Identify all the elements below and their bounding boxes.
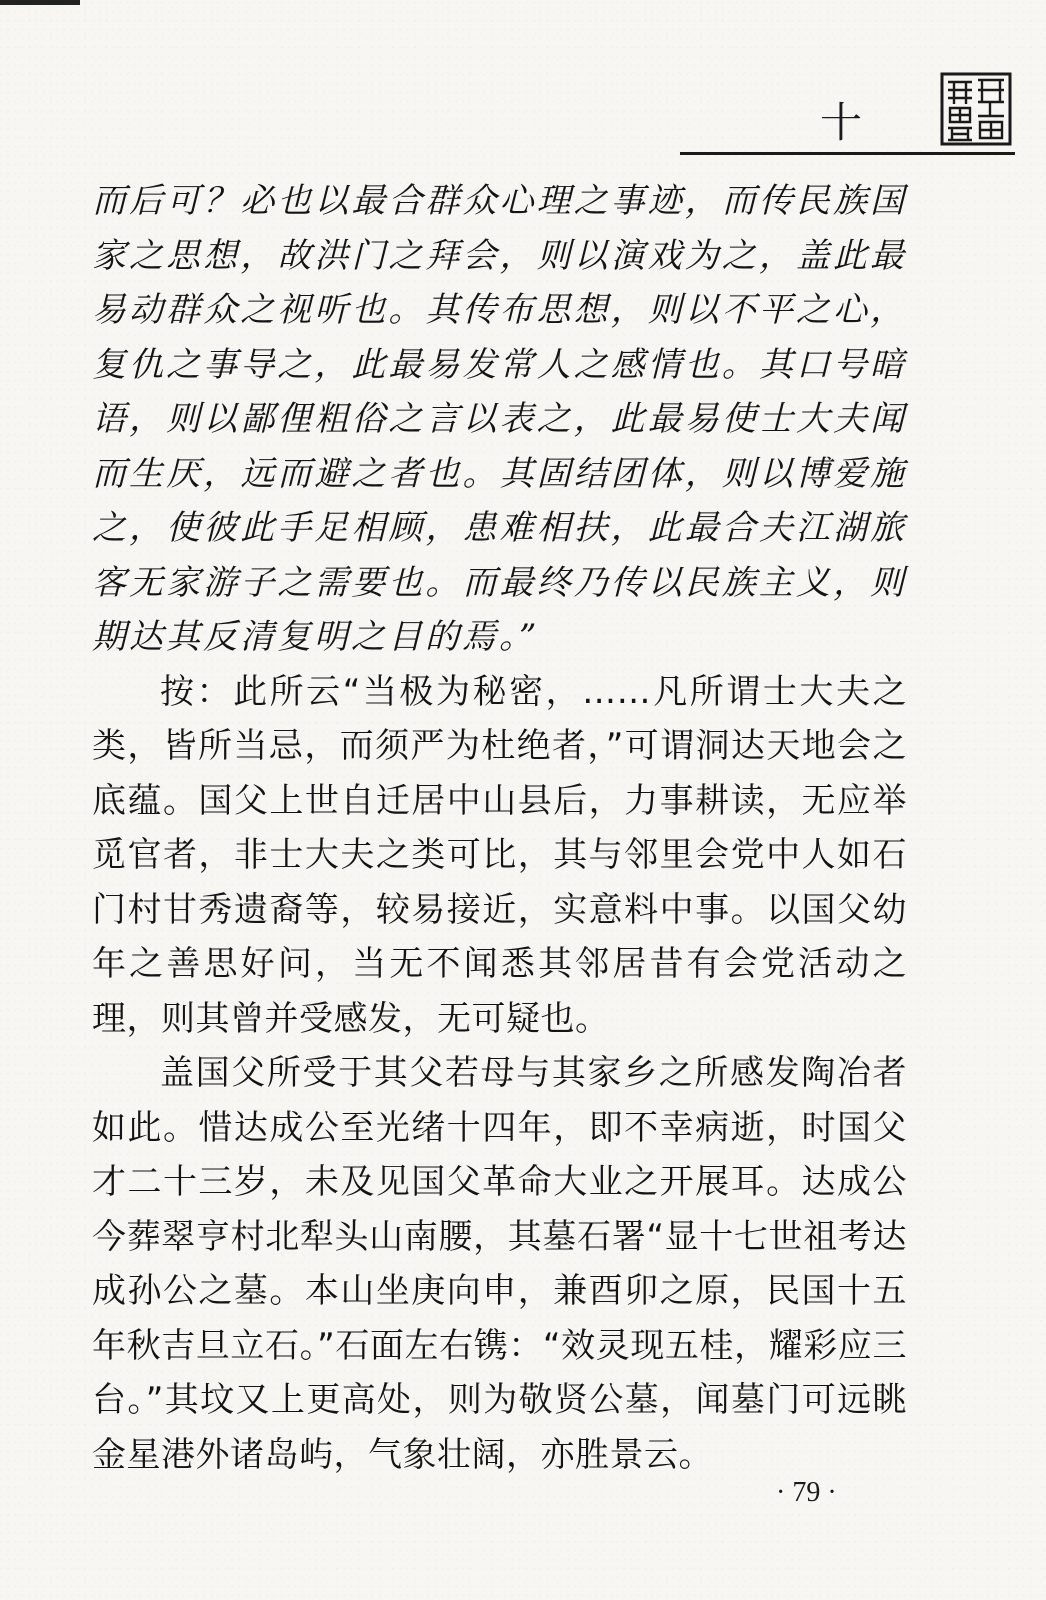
scan-edge-mark [0, 0, 80, 5]
page-number: · 79 · [776, 1477, 837, 1508]
quoted-passage: 而后可？必也以最合群众心理之事迹，而传民族国家之思想，故洪门之拜会，则以演戏为之，盖此最易动群众之视听也。其传布思想，则以不平之心，复仇之事导之，此最易发常人之感情也。其口号暗语，则以鄙俚粗俗之言以表之，此最易使士大夫闻而生厌，远而避之者也。其固结团体，则以博爱施之，使彼此手足相顾，患难相扶，此最合夫江湖旅客无家游子之需要也。而最终乃传以民族主义，则期达其反清复明之目的焉。” [92, 181, 907, 657]
body-paragraph: 按：此所云“当极为秘密，……凡所谓士大夫之类，皆所当忌，而须严为杜绝者，”可谓洞达天地会之底蕴。国父上世自迁居中山县后，力事耕读，无应举觅官者，非士大夫之类可比，其与邻里会党中人如石门村甘秀遗裔等，较易接近，实意料中事。以国父幼年之善思好问，当无不闻悉其邻居昔有会党活动之理，则其曾并受感发，无可疑也。 [92, 671, 907, 1039]
header-rule [680, 152, 1015, 155]
seal-stamp-icon [940, 72, 1012, 146]
chapter-numeral: 十 [820, 98, 863, 147]
page-body [92, 174, 907, 1482]
body-paragraph: 盖国父所受于其父若母与其家乡之所感发陶冶者如此。惜达成公至光绪十四年，即不幸病逝，时国父才二十三岁，未及见国父革命大业之开展耳。达成公今葬翠亨村北犁头山南腰，其墓石署“显十七世祖考达成孙公之墓。本山坐庚向申，兼酉卯之原，民国十五年秋吉旦立石。”石面左右镌：“效灵现五桂，耀彩应三台。”其坟又上更高处，则为敬贤公墓，闻墓门可远眺金星港外诸岛屿，气象壮阔，亦胜景云。 [92, 1053, 907, 1475]
